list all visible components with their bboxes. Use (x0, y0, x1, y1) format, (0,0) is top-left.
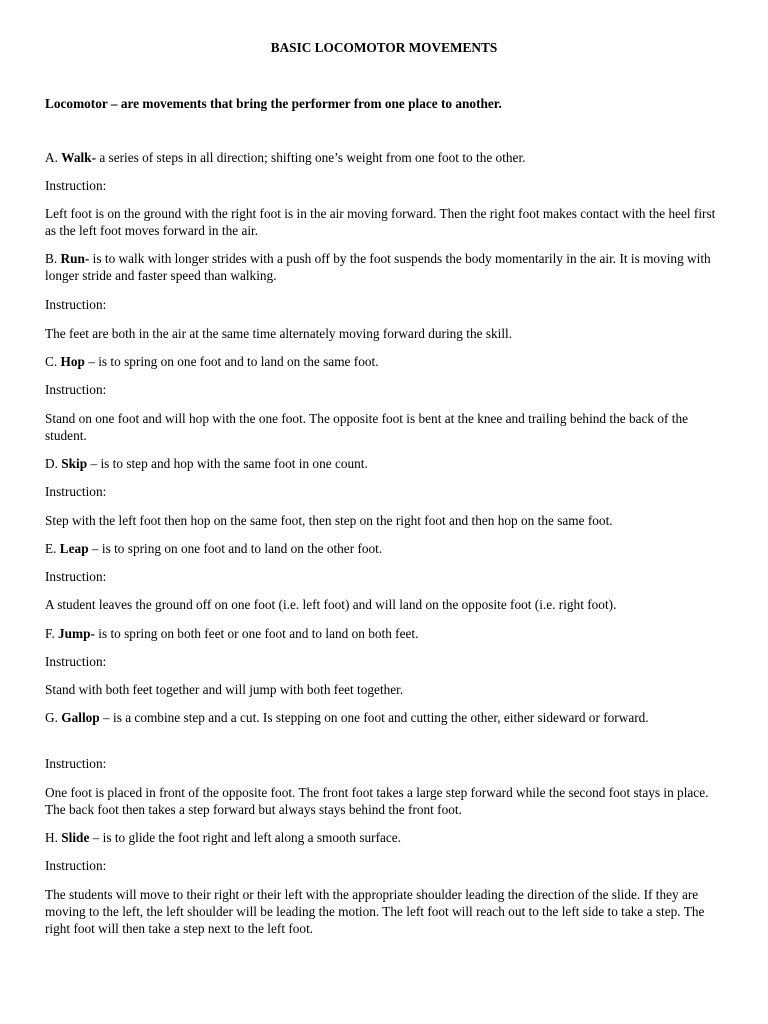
item-gallop-instruction: One foot is placed in front of the opposite foot. The front foot takes a large step forward while the second foot stays in place. The back foot then takes a step forward but always stays behind the front foot. (45, 785, 709, 817)
instruction-label: Instruction: (45, 382, 107, 397)
item-prefix: E. (45, 541, 60, 556)
item-jump-definition (45, 625, 725, 642)
item-hop-instruction: Stand on one foot and will hop with the one foot. The opposite foot is bent at the knee and trailing behind the back of the student. (45, 411, 689, 443)
document-title: BASIC LOCOMOTOR MOVEMENTS (270, 40, 498, 55)
instruction-label: Instruction: (45, 569, 107, 584)
item-run-definition (45, 250, 725, 284)
item-slide-definition (45, 829, 725, 846)
item-prefix: G. (45, 710, 62, 725)
instruction-label: Instruction: (45, 858, 107, 873)
item-term: Walk- (61, 150, 96, 165)
item-definition-text: – is a combine step and a cut. Is stepping on one foot and cutting the other, either sideward or forward. (99, 710, 649, 725)
item-definition-text: a series of steps in all direction; shifting one’s weight from one foot to the other. (96, 150, 526, 165)
item-skip-definition (45, 455, 725, 472)
item-prefix: A. (45, 150, 62, 165)
item-hop-definition (45, 353, 725, 370)
item-jump-instruction: Stand with both feet together and will jump with both feet together. (45, 682, 404, 697)
instruction-label: Instruction: (45, 178, 107, 193)
item-prefix: D. (45, 456, 62, 471)
item-definition-text: – is to step and hop with the same foot in one count. (87, 456, 368, 471)
item-term: Hop (60, 354, 85, 369)
instruction-label: Instruction: (45, 484, 107, 499)
item-walk-definition (45, 149, 725, 166)
locomotor-definition: Locomotor – are movements that bring the performer from one place to another. (45, 96, 502, 111)
item-leap-instruction: A student leaves the ground off on one foot (i.e. left foot) and will land on the opposite foot (i.e. right foot). (45, 597, 617, 612)
item-prefix: B. (45, 251, 61, 266)
item-definition-text: – is to spring on one foot and to land on the same foot. (84, 354, 379, 369)
item-slide-instruction: The students will move to their right or their left with the appropriate shoulder leading the direction of the slide. If they are moving to the left, the left shoulder will be leading the motion. The left foot will reach out to the left side to take a step. The right foot will then take a step next to the left foot. (45, 887, 705, 936)
item-definition-text: is to walk with longer strides with a push off by the foot suspends the body momentarily in the air. It is moving with longer stride and faster speed than walking. (45, 251, 711, 283)
item-walk-instruction: Left foot is on the ground with the right foot is in the air moving forward. Then the right foot makes contact with the heel first as the left foot moves forward in the air. (45, 206, 716, 238)
item-term: Jump- (57, 626, 95, 641)
item-leap-definition (45, 540, 725, 557)
instruction-label: Instruction: (45, 654, 107, 669)
item-term: Gallop (61, 710, 100, 725)
item-prefix: H. (45, 830, 62, 845)
item-skip-instruction: Step with the left foot then hop on the same foot, then step on the right foot and then hop on the same foot. (45, 513, 613, 528)
item-gallop-definition (45, 709, 725, 726)
item-definition-text: – is to spring on one foot and to land on the other foot. (88, 541, 383, 556)
instruction-label: Instruction: (45, 756, 107, 771)
item-term: Skip (61, 456, 88, 471)
item-run-instruction: The feet are both in the air at the same time alternately moving forward during the skill. (45, 326, 513, 341)
instruction-label: Instruction: (45, 297, 107, 312)
item-definition-text: is to spring on both feet or one foot and to land on both feet. (94, 626, 419, 641)
item-term: Slide (61, 830, 90, 845)
item-term: Run- (60, 251, 90, 266)
item-term: Leap (59, 541, 89, 556)
item-prefix: F. (45, 626, 58, 641)
item-prefix: C. (45, 354, 61, 369)
item-definition-text: – is to glide the foot right and left along a smooth surface. (89, 830, 402, 845)
